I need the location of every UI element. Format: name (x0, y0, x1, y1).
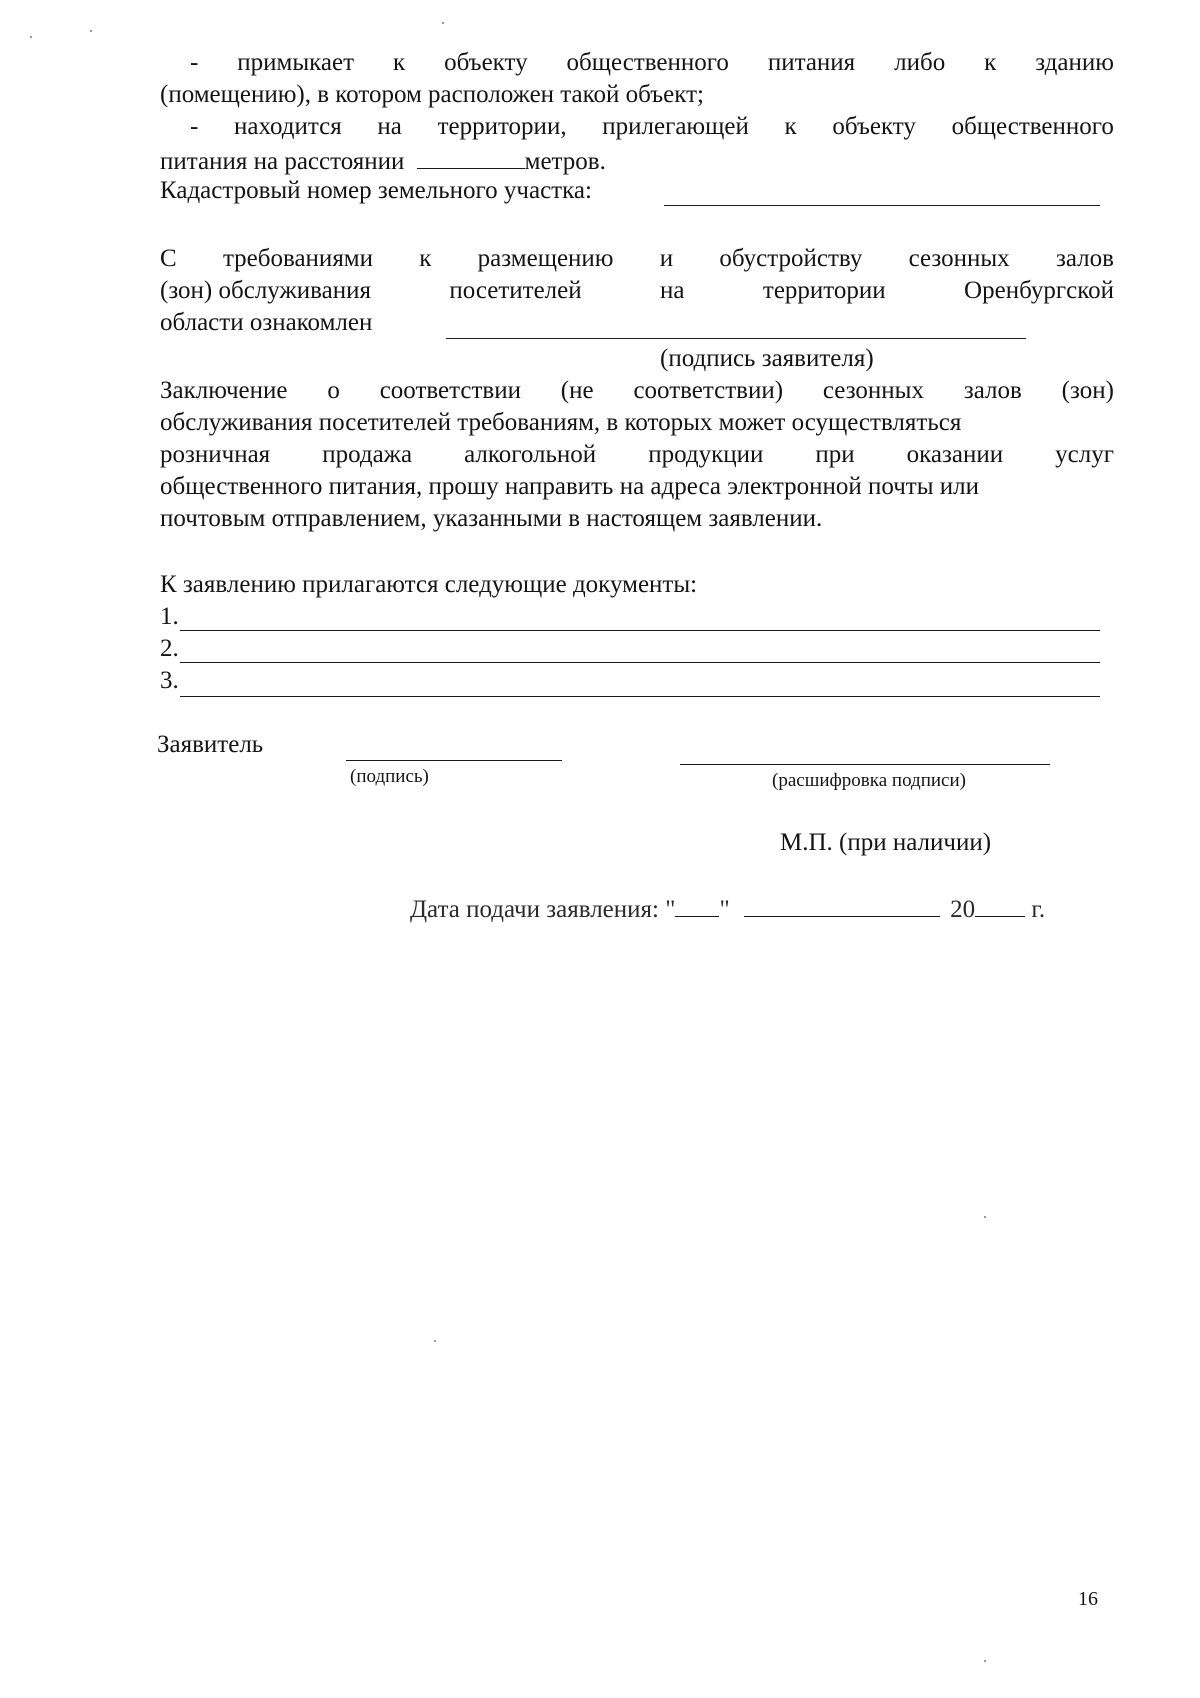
distance-line: питания на расстоянии метров. (160, 144, 606, 177)
requirements-line-2: (зон) обслуживания посетителей на территории Оренбургской (160, 277, 1114, 304)
scan-speck (30, 36, 32, 38)
signature-decoding-caption: (расшифровка подписи) (772, 770, 966, 791)
date-month-blank[interactable] (744, 892, 940, 917)
signature-blank[interactable] (346, 760, 562, 761)
stamp-label: М.П. (при наличии) (780, 829, 992, 856)
date-year-blank[interactable] (975, 892, 1025, 917)
attachment-blank-3[interactable] (180, 696, 1100, 697)
date-year-suffix: г. (1031, 896, 1046, 923)
adjoins-line: - примыкает к объекту общественного питания либо к зданию (190, 49, 1114, 76)
conclusion-line-3: розничная продажа алкогольной продукции при оказании услуг (160, 441, 1114, 468)
acknowledgement-signature-blank[interactable] (446, 338, 1026, 339)
conclusion-line-5: почтовым отправлением, указанными в настоящем заявлении. (160, 505, 823, 532)
distance-blank[interactable] (417, 144, 525, 169)
scan-speck (434, 1340, 436, 1342)
cadastral-label: Кадастровый номер земельного участка: (160, 177, 592, 204)
attachment-number-2: 2. (160, 635, 179, 662)
attachment-number-1: 1. (160, 603, 179, 630)
attachment-number-3: 3. (160, 667, 179, 694)
applicant-label: Заявитель (157, 731, 264, 758)
date-quote-close: " (719, 896, 730, 923)
adjoins-line-end: (помещению), в котором расположен такой объект; (160, 81, 704, 108)
applicant-signature-caption: (подпись заявителя) (660, 345, 874, 372)
conclusion-line-2: обслуживания посетителей требованиям, в которых может осуществляться (160, 409, 962, 436)
conclusion-line-4: общественного питания, прошу направить на адреса электронной почты или (160, 473, 980, 500)
signature-decoding-blank[interactable] (680, 764, 1050, 765)
attachment-blank-1[interactable] (180, 630, 1100, 631)
requirements-line-1: С требованиями к размещению и обустройству сезонных залов (160, 245, 1114, 272)
attachments-heading: К заявлению прилагаются следующие документы: (160, 571, 698, 598)
scan-speck (90, 30, 92, 32)
scan-speck (442, 22, 444, 24)
date-label: Дата подачи заявления: " (410, 896, 676, 923)
cadastral-number-blank[interactable] (664, 205, 1100, 206)
signature-caption: (подпись) (350, 766, 429, 787)
date-day-blank[interactable] (675, 892, 719, 917)
attachment-blank-2[interactable] (180, 662, 1100, 663)
scan-speck (984, 1216, 986, 1218)
scan-speck (984, 1660, 986, 1662)
date-year-prefix: 20 (950, 896, 976, 923)
located-line: - находится на территории, прилегающей к объекту общественного (190, 113, 1114, 140)
page-number: 16 (1078, 1588, 1098, 1610)
date-line (410, 892, 1045, 925)
conclusion-line-1: Заключение о соответствии (не соответствии) сезонных залов (зон) (160, 377, 1114, 404)
requirements-line-3: области ознакомлен (160, 309, 373, 336)
